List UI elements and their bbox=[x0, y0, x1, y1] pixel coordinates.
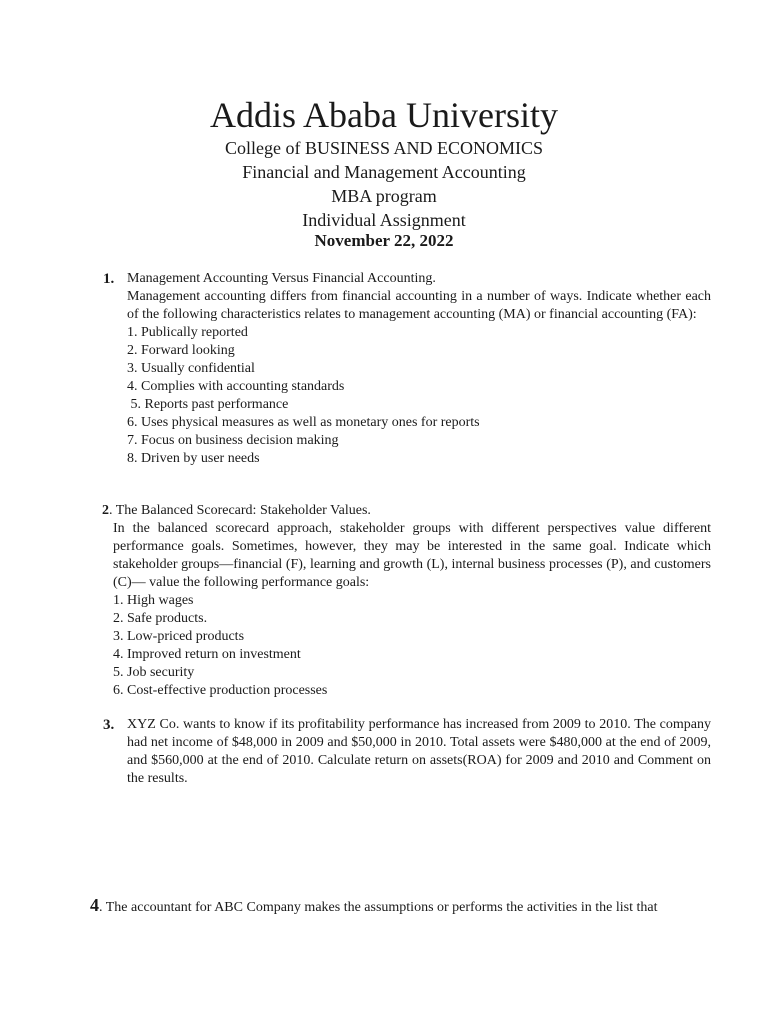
list-item: 2. Forward looking bbox=[127, 343, 235, 358]
assignment-date: November 22, 2022 bbox=[314, 231, 454, 250]
college-name: College of BUSINESS AND ECONOMICS bbox=[224, 138, 544, 158]
list-item: 6. Uses physical measures as well as monetary ones for reports bbox=[127, 415, 480, 430]
q2-heading bbox=[102, 502, 371, 520]
q1-list bbox=[127, 324, 711, 468]
list-item: 1. Publically reported bbox=[127, 325, 248, 340]
q2-number: 2 bbox=[102, 503, 109, 518]
list-item: 2. Safe products. bbox=[113, 611, 208, 626]
q1-block bbox=[127, 270, 711, 468]
q2-body: In the balanced scorecard approach, stakeholder groups with different perspectives value different performance goals. Sometimes, however, they may be interested in the same goal. Indicate which stakeholder groups—financial (F), learning and growth (L), internal business processes (P), and customers (C)— value the following performance goals: bbox=[113, 521, 711, 590]
list-item: 4. Complies with accounting standards bbox=[127, 379, 345, 394]
q3-body: XYZ Co. wants to know if its profitability performance has increased from 2009 to 2010. The company had net income of $48,000 in 2009 and $50,000 in 2010. Total assets were $480,000 at the end of 2009, and $560,000 at the end of 2010. Calculate return on assets(ROA) for 2009 and 2010 and Comment on the results. bbox=[127, 717, 711, 786]
list-item: 5. Reports past performance bbox=[127, 397, 289, 412]
university-title: Addis Ababa University bbox=[210, 95, 558, 135]
q1-body: Management accounting differs from financial accounting in a number of ways. Indicate whether each of the following characteristics relates to management accounting (MA) or financial accounting (FA): bbox=[127, 289, 711, 322]
q1-number: 1. bbox=[103, 271, 115, 287]
assignment-type: Individual Assignment bbox=[302, 210, 466, 230]
list-item: 3. Low-priced products bbox=[113, 629, 245, 644]
program-name: MBA program bbox=[331, 186, 437, 206]
list-item: 1. High wages bbox=[113, 593, 194, 608]
list-item: 4. Improved return on investment bbox=[113, 647, 301, 662]
q4-number: 4 bbox=[90, 895, 99, 915]
q2-list bbox=[113, 592, 711, 700]
q1-title: Management Accounting Versus Financial Accounting. bbox=[127, 271, 436, 286]
q2-title: . The Balanced Scorecard: Stakeholder Values. bbox=[109, 503, 371, 518]
list-item: 3. Usually confidential bbox=[127, 361, 255, 376]
list-item: 6. Cost-effective production processes bbox=[113, 683, 328, 698]
q3-block bbox=[127, 716, 711, 788]
q4-heading bbox=[90, 896, 657, 917]
course-name: Financial and Management Accounting bbox=[242, 162, 526, 182]
q4-body: . The accountant for ABC Company makes the assumptions or performs the activities in the list that bbox=[99, 900, 658, 915]
list-item: 7. Focus on business decision making bbox=[127, 433, 339, 448]
list-item: 8. Driven by user needs bbox=[127, 451, 260, 466]
q3-number: 3. bbox=[103, 717, 115, 733]
list-item: 5. Job security bbox=[113, 665, 195, 680]
q2-block bbox=[113, 520, 711, 700]
